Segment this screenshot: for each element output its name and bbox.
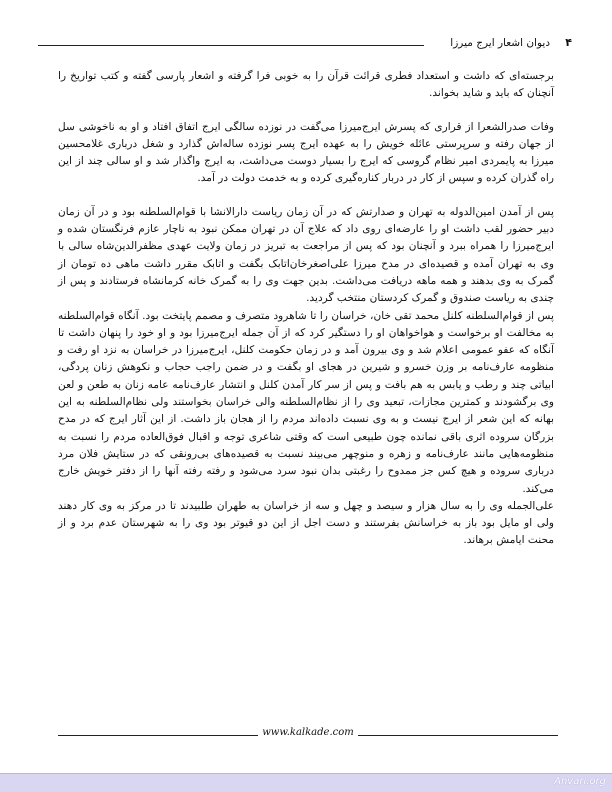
paragraph-1: برجسته‌ای که داشت و استعداد فطری قرائت قرآن را به خوبی فرا گرفته و اشعار پارسی گفته و کتب تواریخ را آنچنان که باید و شاید بخواند. <box>58 70 554 100</box>
paragraph-2: وفات صدرالشعرا از قراری که پسرش ایرج‌میرزا می‌گفت در نوزده سالگی ایرج اتفاق افتاد و او به ناخوشی سل از جهان رفته و سرپرستی عائله خویش را به عهده ایرج پسر نوزده ساله‌اش گذارد و شغل درباری غلامحسین میرزا به پایمردی امیر نظام گروسی که ایرج را بسیار دوست می‌داشت، به ایرج واگذار شد و او سالی چند از این راه گذران کرده و سپس از کار در دربار کناره‌گیری کرده و به خدمت دولت در آمد. <box>58 120 554 185</box>
footer-url[interactable]: www.kalkade.com <box>262 727 354 738</box>
paragraph-4: پس از قوام‌السلطنه کلنل محمد تقی خان، خراسان را تا شاهرود متصرف و مصمم پایتخت بود. آنگاه قوام‌السلطنه به مخالفت او برخواست و هواخواهان او را دستگیر کرد که از آن جمله ایرج‌میرزا بود و او خود را پنهان داشت تا آنگاه که عفو عمومی اعلام شد و وی بیرون آمد و در زمان حکومت کلنل، ایرج‌میرزا در خراسان به نزد او رفت و منظومه عارف‌نامه بر وزن خسرو و شیرین در هجای او بگفت و در ضمن راجب حجاب و نکوهش زنان پردگی، ابیاتی چند و رطب و یابس به هم بافت و پس از سر کار آمدن کلنل و انتشار عارف‌نامه عامه زنان به طعن و لعن وی برگشودند و کمترین مجازات، تبعید وی را از نظام‌السلطنه والی خراسان بخواستند ولی نظام‌السلطنه به این بهانه که این شعر از ایرج نیست و به وی نسبت داده‌اند مردم را از هجان باز داشت. از این آثار ایرج که در مدح بزرگان سروده اثری باقی نمانده چون طبیعی است که وقتی شاعری توجه و اقبال فوق‌العاده مردم را نسبت به منظومه‌هایی مانند عارف‌نامه و زهره و منوچهر می‌بیند نسبت به قصیده‌های بی‌رونقی که در ستایش فلان مرد درباری سروده و هیچ کس جز ممدوح را رغبتی بدان نبود سرد می‌شود و رفته رفته آنها را از دفتر خویش خارج می‌کند. <box>58 309 554 495</box>
paragraph-3: پس از آمدن امین‌الدوله به تهران و صدارتش که در آن زمان ریاست دارالانشا با قوام‌السلطنه بود و در آن زمان دبیر حضور لقب داشت او را عارضه‌ای روی داد که علاج آن در تهران ممکن نبود به ناچار عازم فرنگستان شده و ایرج‌میرزا را همراه ببرد و آنچنان بود که پس از مراجعت به تبریز در زمان ولایت عهدی مظفرالدین‌شاه سالی با وی به تهران آمده و قصیده‌ای در مدح میرزا علی‌اصغرخان‌اتابک بگفت و اتابک مقرر داشت ماهی ده تومان از گمرک به وی بدهند و همه ماهه دریافت می‌داشت. بدین جهت وی را به گمرک خانه کرمانشاه فرستادند و پس از چندی به ریاست صندوق و گمرک کردستان منتخب گردید. <box>58 205 554 305</box>
header-rule <box>38 45 424 46</box>
header-title: دیوان اشعار ایرج میرزا <box>450 37 550 49</box>
page-body <box>58 68 554 550</box>
page-header <box>38 36 574 52</box>
page-number: ۴ <box>565 36 572 49</box>
watermark-logo: Anvari.org <box>554 776 606 787</box>
footer-rule-right <box>358 735 558 736</box>
watermark-bar <box>0 773 612 792</box>
paragraph-5: علی‌الجمله وی را به سال هزار و سیصد و چهل و سه از خراسان به طهران طلبیدند تا در مرکز به وی کار دهند ولی او مایل بود باز به خراسانش بفرستند و دست اجل از این دو قیوتر بود وی را به شهرستان عدم برد و از محنت ایامش برهاند. <box>58 499 554 547</box>
page-footer <box>58 726 558 742</box>
footer-rule-left <box>58 735 258 736</box>
